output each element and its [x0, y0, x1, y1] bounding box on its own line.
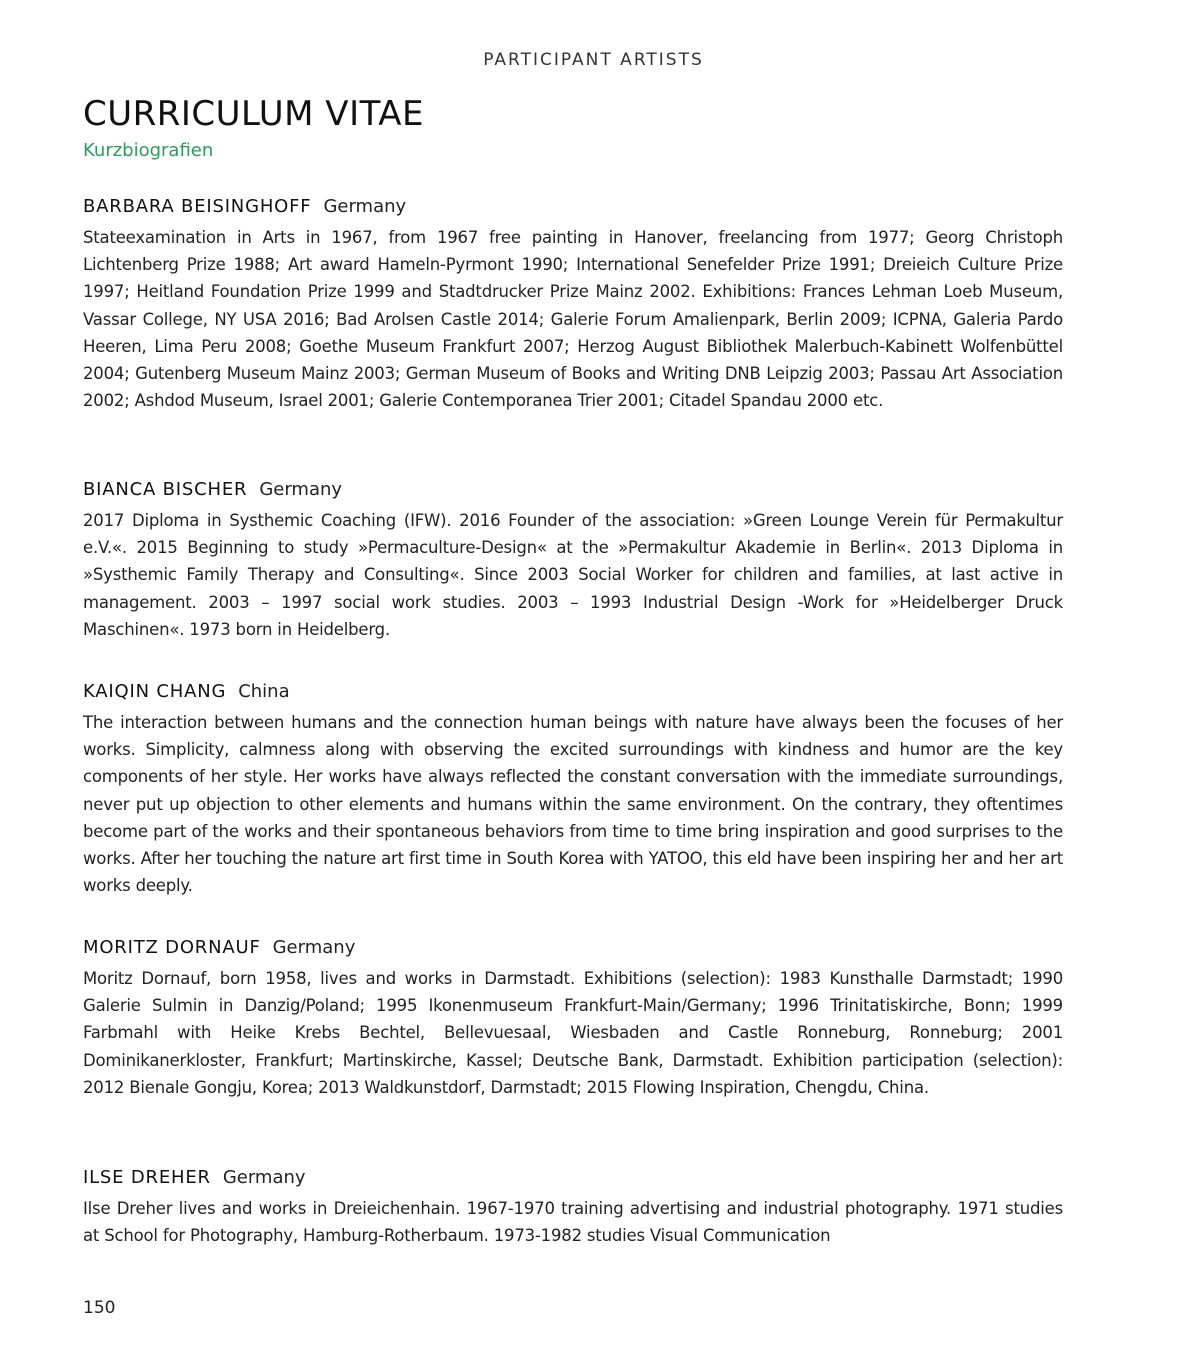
artist-name: BIANCA BISCHER — [83, 479, 248, 500]
artist-name: BARBARA BEISINGHOFF — [83, 196, 312, 217]
bio-header — [83, 680, 1063, 704]
bio-entry — [83, 195, 1063, 414]
bio-text: Stateexamination in Arts in 1967, from 1967 free painting in Hanover, freelancing from 1977; Georg Christoph Lichtenberg Prize 1988; Art award Hameln-Pyrmont 1990; International Senefelder Prize 1991; Dreieich Culture Prize 1997; Heitland Foundation Prize 1999 and Stadtdrucker Prize Mainz 2002. Exhibitions: Frances Lehman Loeb Museum, Vassar College, NY USA 2016; Bad Arolsen Castle 2014; Galerie Forum Amalienpark, Berlin 2009; ICPNA, Galeria Pardo Heeren, Lima Peru 2008; Goethe Museum Frankfurt 2007; Herzog August Bibliothek Malerbuch-Kabinett Wolfenbüttel 2004; Gutenberg Museum Mainz 2003; German Museum of Books and Writing DNB Leipzig 2003; Passau Art Association 2002; Ashdod Museum, Israel 2001; Galerie Contemporanea Trier 2001; Citadel Spandau 2000 etc. — [83, 228, 1063, 411]
artist-country: Germany — [222, 1167, 306, 1188]
bio-entry — [83, 1166, 1063, 1249]
bio-text: Ilse Dreher lives and works in Dreieichenhain. 1967-1970 training advertising and industrial photography. 1971 studies at School for Photography, Hamburg-Rotherbaum. 1973-1982 studies Visual Communication — [83, 1199, 1063, 1246]
bio-header — [83, 936, 1063, 960]
running-head: PARTICIPANT ARTISTS — [483, 50, 704, 70]
bio-text: The interaction between humans and the connection human beings with nature have always been the focuses of her works. Simplicity, calmness along with observing the excited surroundings with kindness and humor are the key components of her style. Her works have always reflected the constant conversation with the immediate surroundings, never put up objection to other elements and humans within the same environment. On the contrary, they oftentimes become part of the works and their spontaneous behaviors from time to time bring inspiration and good surprises to the works. After her touching the nature art first time in South Korea with YATOO, this eld have been inspiring her and her art works deeply. — [83, 713, 1063, 896]
bio-text: 2017 Diploma in Systhemic Coaching (IFW). 2016 Founder of the association: »Green Lounge Verein für Permakultur e.V.«. 2015 Beginning to study »Permaculture-Design« at the »Permakultur Akademie in Berlin«. 2013 Diploma in »Systhemic Family Therapy and Consulting«. Since 2003 Social Worker for children and families, at last active in management. 2003 – 1997 social work studies. 2003 – 1993 Industrial Design -Work for »Heidelberger Druck Maschinen«. 1973 born in Heidelberg. — [83, 511, 1063, 639]
bio-entry — [83, 936, 1063, 1101]
artist-country: Germany — [272, 937, 356, 958]
artist-country: Germany — [259, 479, 343, 500]
bio-text: Moritz Dornauf, born 1958, lives and works in Darmstadt. Exhibitions (selection): 1983 Kunsthalle Darmstadt; 1990 Galerie Sulmin in Danzig/Poland; 1995 Ikonenmuseum Frankfurt-Main/Germany; 1996 Trinitatiskirche, Bonn; 1999 Farbmahl with Heike Krebs Bechtel, Bellevuesaal, Wiesbaden and Castle Ronneburg, Ronneburg; 2001 Dominikanerkloster, Frankfurt; Martinskirche, Kassel; Deutsche Bank, Darmstadt. Exhibition participation (selection): 2012 Bienale Gongju, Korea; 2013 Waldkunstdorf, Darmstadt; 2015 Flowing Inspiration, Chengdu, China. — [83, 969, 1063, 1097]
artist-country: China — [238, 681, 290, 702]
page-subtitle: Kurzbiografien — [83, 140, 214, 161]
bio-header — [83, 1166, 1063, 1190]
bio-header — [83, 195, 1063, 219]
bio-header — [83, 478, 1063, 502]
page-title: CURRICULUM VITAE — [83, 94, 424, 134]
artist-country: Germany — [323, 196, 407, 217]
artist-name: KAIQIN CHANG — [83, 681, 227, 702]
artist-name: MORITZ DORNAUF — [83, 937, 261, 958]
bio-entry — [83, 478, 1063, 643]
artist-name: ILSE DREHER — [83, 1167, 211, 1188]
bio-entry — [83, 680, 1063, 899]
page-number: 150 — [83, 1298, 116, 1318]
